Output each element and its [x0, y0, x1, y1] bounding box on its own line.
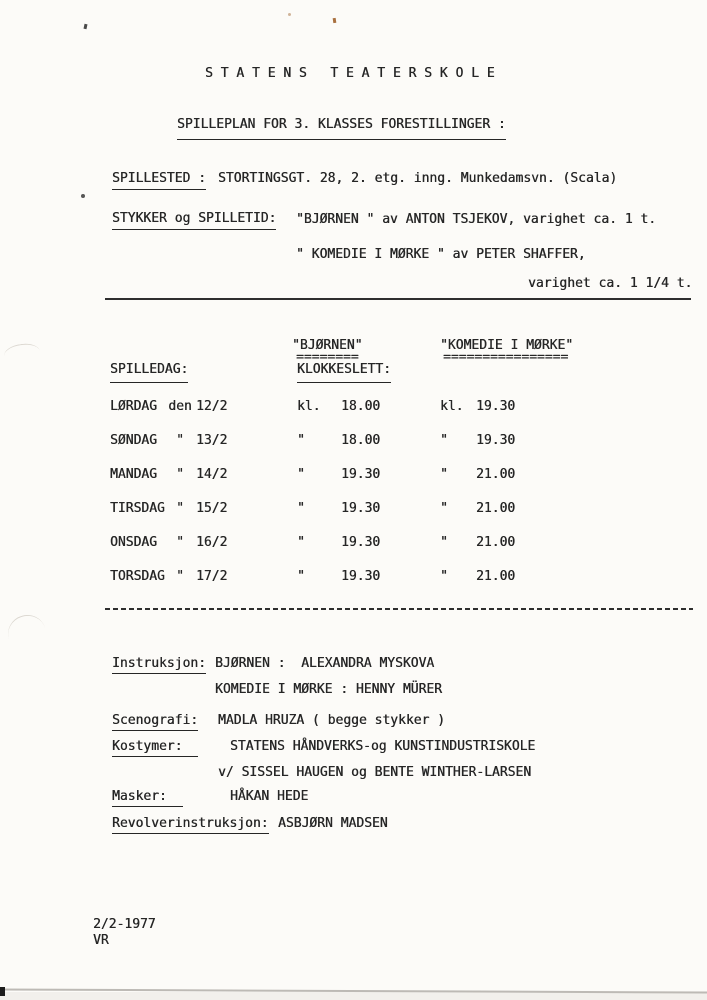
- masks-value: HÅKAN HEDE: [230, 789, 309, 804]
- time-value-cell: 21.00: [476, 569, 516, 584]
- time-label-cell: ": [297, 569, 305, 584]
- venue-label: [112, 171, 206, 186]
- page-bottom-margin: [0, 992, 707, 1000]
- schedule-row: [0, 569, 707, 585]
- time-value-cell: 19.30: [341, 467, 381, 482]
- time-value-cell: 19.30: [341, 569, 381, 584]
- schedule-row: [0, 501, 707, 517]
- time-value-cell: 18.00: [341, 433, 381, 448]
- venue-label-text: SPILLESTED :: [112, 171, 206, 190]
- schedule-row: [0, 535, 707, 551]
- date-cell: 15/2: [196, 501, 228, 516]
- time-value-cell: 19.30: [476, 433, 516, 448]
- scenography-label: [112, 713, 198, 728]
- instruction-label-text: Instruksjon:: [112, 656, 206, 674]
- schedule-time-header-text: KLOKKESLETT:: [297, 362, 391, 383]
- scan-arc-artifact: [3, 610, 51, 657]
- scenography-label-text: Scenografi:: [112, 713, 198, 731]
- solid-divider: [105, 298, 691, 300]
- schedule-col1-header: "BJØRNEN": [292, 338, 363, 353]
- time-label-cell: ": [297, 535, 305, 550]
- time-label-cell: ": [440, 569, 448, 584]
- ditto-cell: ": [176, 501, 184, 516]
- schedule-row: [0, 467, 707, 483]
- schedule-row: [0, 433, 707, 449]
- document-title-text: SPILLEPLAN FOR 3. KLASSES FORESTILLINGER :: [177, 117, 506, 140]
- time-label-cell: ": [440, 433, 448, 448]
- time-label-cell: kl.: [297, 399, 321, 414]
- instruction-value-2: KOMEDIE I MØRKE : HENNY MÜRER: [215, 682, 442, 697]
- revolver-label: [112, 816, 269, 831]
- date-cell: 13/2: [196, 433, 228, 448]
- scenography-value: MADLA HRUZA ( begge stykker ): [218, 713, 445, 728]
- ditto-cell: den: [168, 399, 192, 414]
- scan-speck-artifact: [84, 24, 88, 30]
- schedule-time-header: [297, 362, 391, 377]
- day-cell: MANDAG: [110, 467, 157, 482]
- time-value-cell: 18.00: [341, 399, 381, 414]
- piece-line-3: varighet ca. 1 1/4 t.: [528, 276, 693, 291]
- schedule-day-header: [110, 362, 188, 377]
- time-value-cell: 19.30: [476, 399, 516, 414]
- piece-line-1: "BJØRNEN " av ANTON TSJEKOV, varighet ca. 1 t.: [296, 212, 657, 227]
- school-name: S T A T E N S T E A T E R S K O L E: [205, 66, 495, 81]
- date-cell: 16/2: [196, 535, 228, 550]
- day-cell: TIRSDAG: [110, 501, 165, 516]
- schedule-col2-rule: ================: [443, 350, 569, 365]
- scan-speck-artifact: [333, 18, 337, 23]
- time-value-cell: 19.30: [341, 535, 381, 550]
- instruction-value-1: BJØRNEN : ALEXANDRA MYSKOVA: [215, 656, 435, 671]
- scan-corner-mark: [0, 987, 5, 996]
- time-label-cell: ": [297, 433, 305, 448]
- masks-label: [112, 789, 183, 804]
- ditto-cell: ": [176, 569, 184, 584]
- costumes-label-text: Kostymer:: [112, 739, 198, 757]
- schedule-col2-header: "KOMEDIE I MØRKE": [440, 338, 574, 353]
- document-title: [177, 117, 506, 132]
- scan-arc-artifact: [3, 342, 41, 366]
- ditto-cell: ": [176, 433, 184, 448]
- masks-label-text: Masker:: [112, 789, 183, 807]
- time-label-cell: ": [440, 501, 448, 516]
- time-label-cell: kl.: [440, 399, 464, 414]
- ditto-cell: ": [176, 467, 184, 482]
- revolver-label-text: Revolverinstruksjon:: [112, 816, 269, 834]
- venue-value: STORTINGSGT. 28, 2. etg. inng. Munkedamsvn. (Scala): [218, 171, 618, 186]
- time-label-cell: ": [297, 467, 305, 482]
- schedule-row: [0, 399, 707, 415]
- time-value-cell: 19.30: [341, 501, 381, 516]
- costumes-value-2: v/ SISSEL HAUGEN og BENTE WINTHER-LARSEN: [218, 765, 532, 780]
- time-value-cell: 21.00: [476, 467, 516, 482]
- pieces-label-text: STYKKER og SPILLETID:: [112, 211, 276, 230]
- day-cell: LØRDAG: [110, 399, 157, 414]
- day-cell: TORSDAG: [110, 569, 165, 584]
- time-label-cell: ": [440, 535, 448, 550]
- schedule-day-header-text: SPILLEDAG:: [110, 362, 188, 383]
- date-cell: 14/2: [196, 467, 228, 482]
- time-value-cell: 21.00: [476, 535, 516, 550]
- pieces-label: [112, 211, 276, 226]
- date-cell: 17/2: [196, 569, 228, 584]
- footer-initials: VR: [93, 933, 109, 948]
- dashed-divider: [105, 608, 693, 610]
- day-cell: ONSDAG: [110, 535, 157, 550]
- scan-speck-artifact: [288, 13, 291, 16]
- instruction-label: [112, 656, 206, 671]
- time-label-cell: ": [297, 501, 305, 516]
- time-value-cell: 21.00: [476, 501, 516, 516]
- ditto-cell: ": [176, 535, 184, 550]
- scan-dot-artifact: [81, 194, 85, 198]
- schedule-col1-rule: ========: [296, 350, 359, 365]
- date-cell: 12/2: [196, 399, 228, 414]
- time-label-cell: ": [440, 467, 448, 482]
- revolver-value: ASBJØRN MADSEN: [278, 816, 388, 831]
- costumes-value-1: STATENS HÅNDVERKS-og KUNSTINDUSTRISKOLE: [230, 739, 536, 754]
- footer-date: 2/2-1977: [93, 917, 156, 932]
- piece-line-2: " KOMEDIE I MØRKE " av PETER SHAFFER,: [296, 247, 586, 262]
- day-cell: SØNDAG: [110, 433, 157, 448]
- costumes-label: [112, 739, 198, 754]
